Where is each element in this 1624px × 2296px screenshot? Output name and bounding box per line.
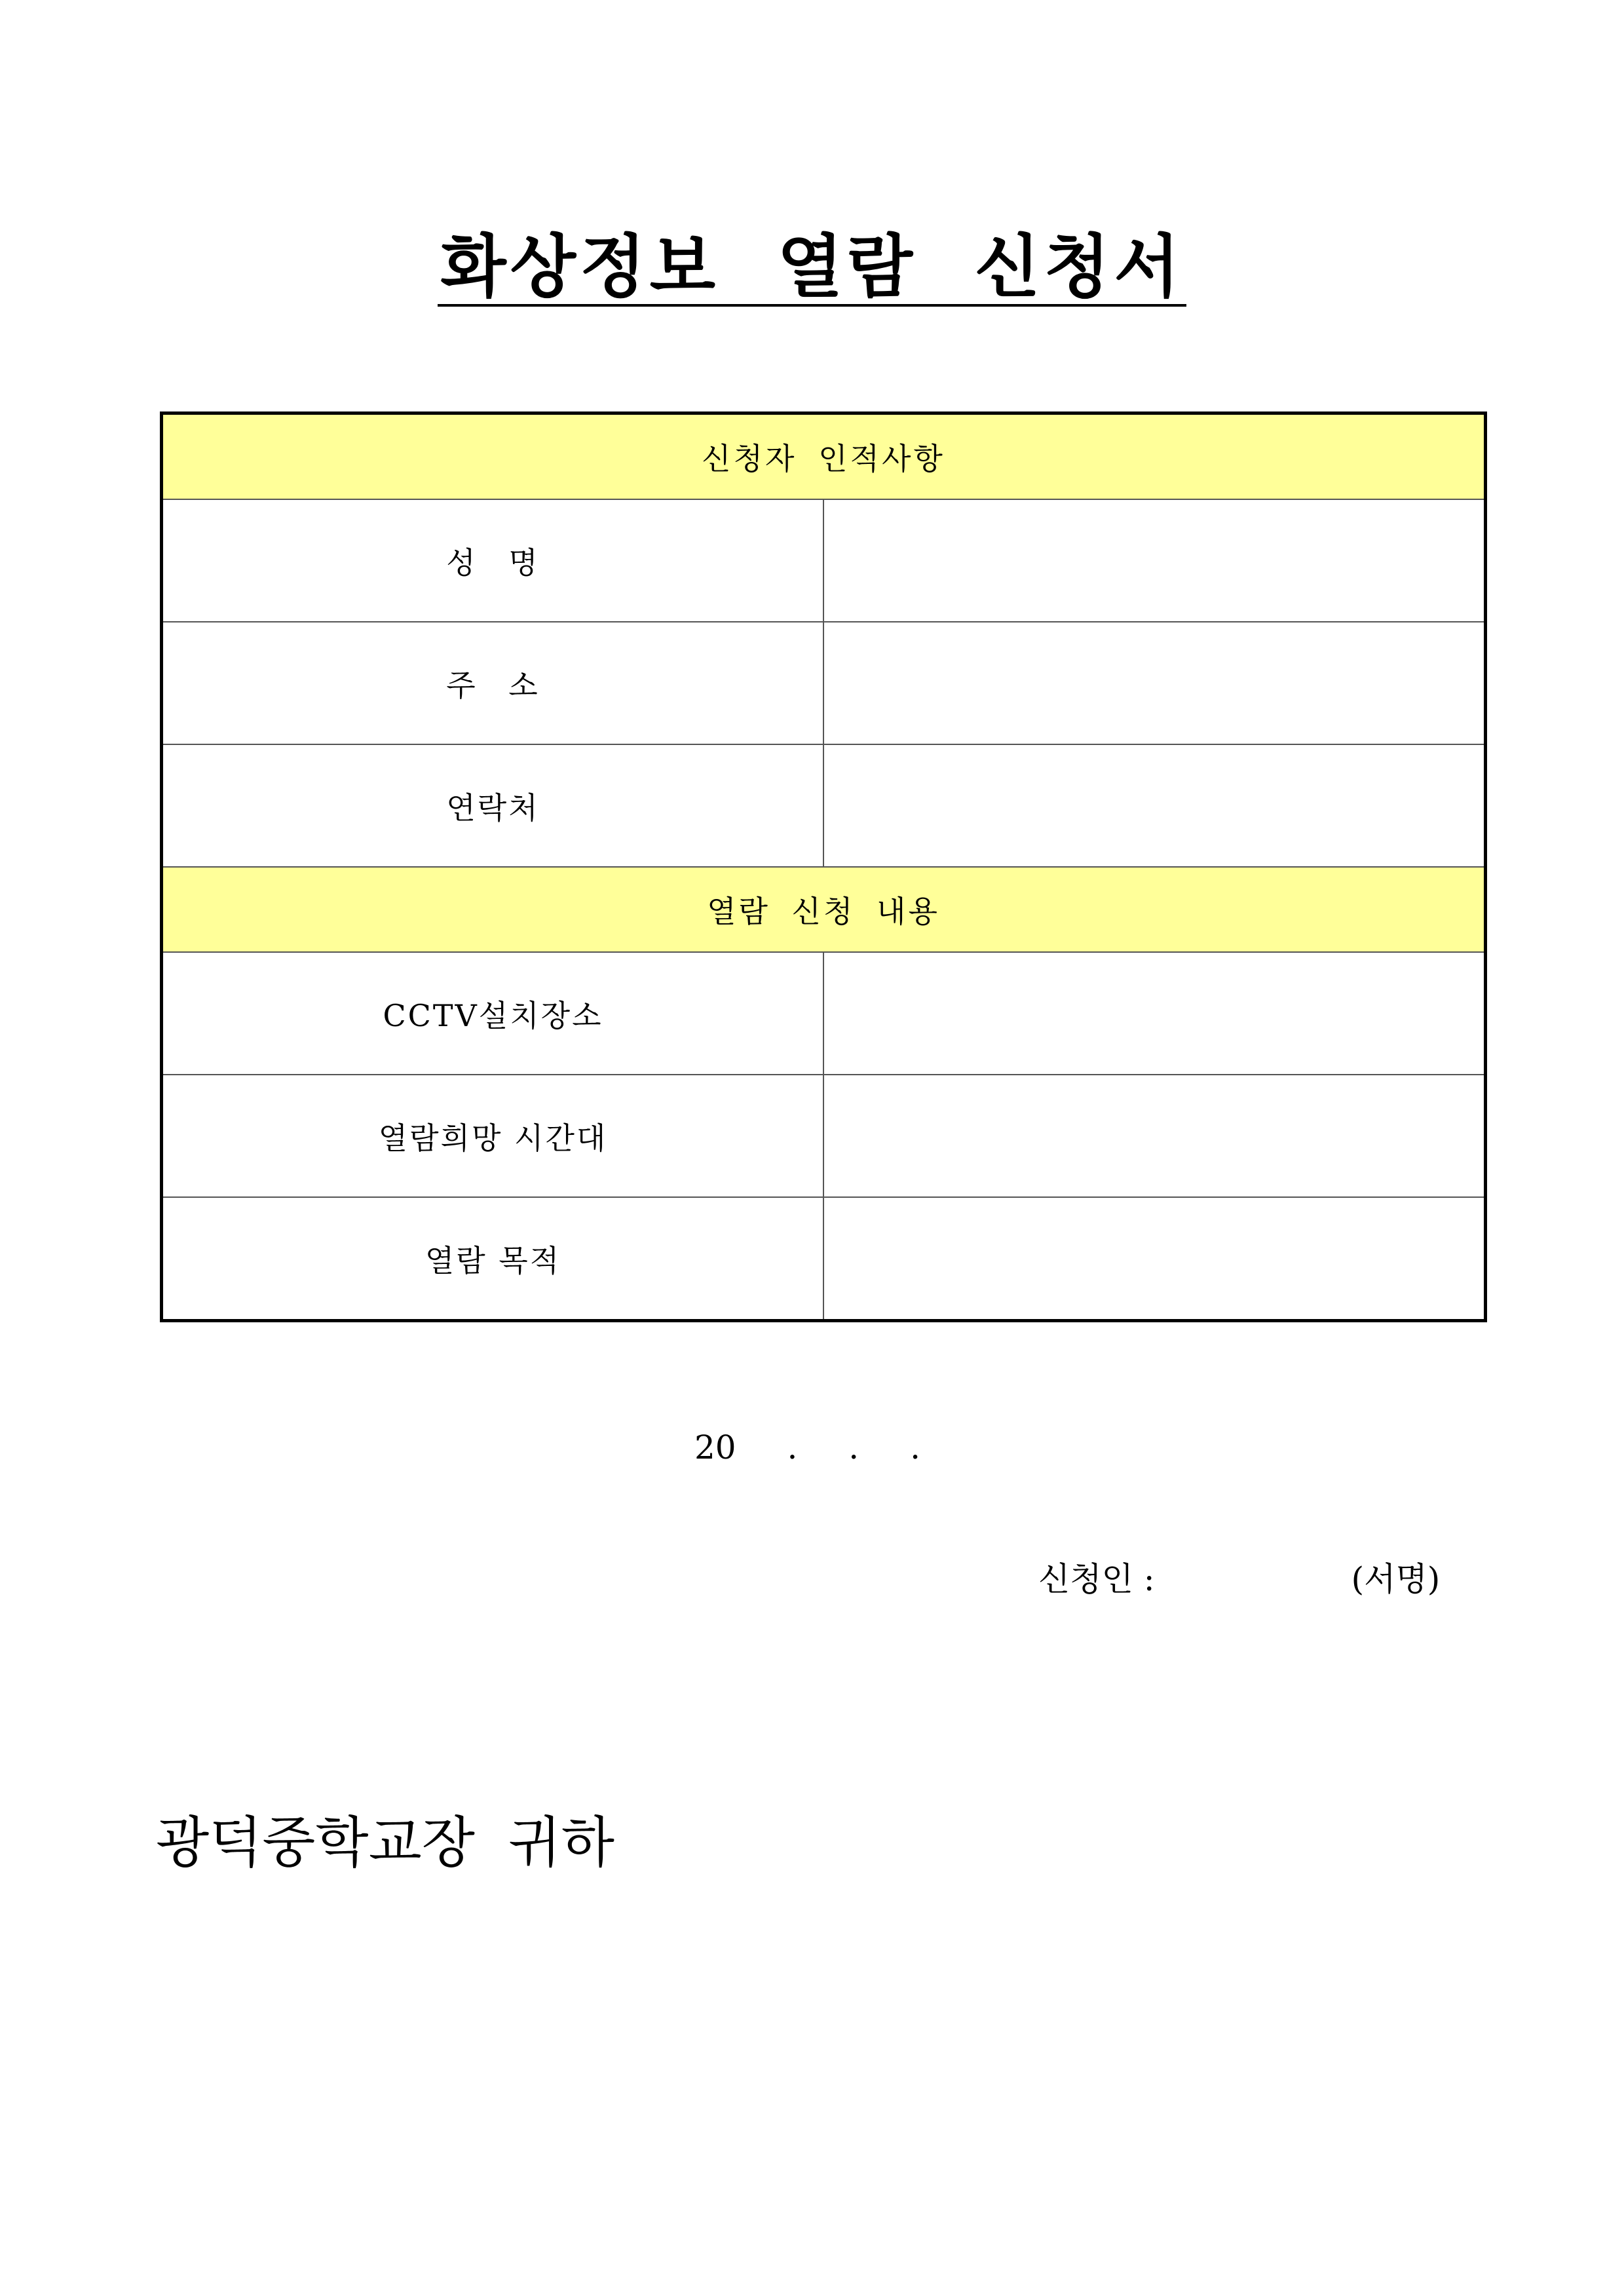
value-viewing-purpose[interactable]: [823, 1197, 1486, 1321]
label-address: 주 소: [162, 622, 824, 744]
application-form-table: [160, 411, 1487, 1322]
label-contact: 연락처: [162, 744, 824, 867]
label-viewing-time: 열람희망 시간대: [162, 1075, 824, 1197]
value-name[interactable]: [823, 499, 1486, 622]
form-row-cctv-location: [162, 952, 1486, 1075]
recipient-line: 광덕중학교장 귀하: [156, 1810, 614, 1875]
applicant-signature-line: [1038, 1553, 1440, 1600]
section-header-request-details: [162, 867, 1486, 952]
form-row-viewing-time: [162, 1075, 1486, 1197]
form-row-name: [162, 499, 1486, 622]
form-row-contact: [162, 744, 1486, 867]
document-title-text: 화상정보 열람 신청서: [438, 229, 1186, 307]
form-row-address: [162, 622, 1486, 744]
applicant-label: 신청인 :: [1038, 1560, 1155, 1598]
label-name: 성 명: [162, 499, 824, 622]
value-contact[interactable]: [823, 744, 1486, 867]
value-cctv-location[interactable]: [823, 952, 1486, 1075]
label-cctv-location: CCTV설치장소: [162, 952, 824, 1075]
document-title: [0, 229, 1624, 307]
section-header-request-details-text: 열람 신청 내용: [162, 867, 1486, 952]
section-header-applicant-info-text: 신청자 인적사항: [162, 413, 1486, 500]
value-address[interactable]: [823, 622, 1486, 744]
section-header-applicant-info: [162, 413, 1486, 500]
form-row-viewing-purpose: [162, 1197, 1486, 1321]
value-viewing-time[interactable]: [823, 1075, 1486, 1197]
signature-note: (서명): [1351, 1560, 1441, 1598]
date-line: 20 . . .: [694, 1428, 920, 1466]
label-viewing-purpose: 열람 목적: [162, 1197, 824, 1321]
